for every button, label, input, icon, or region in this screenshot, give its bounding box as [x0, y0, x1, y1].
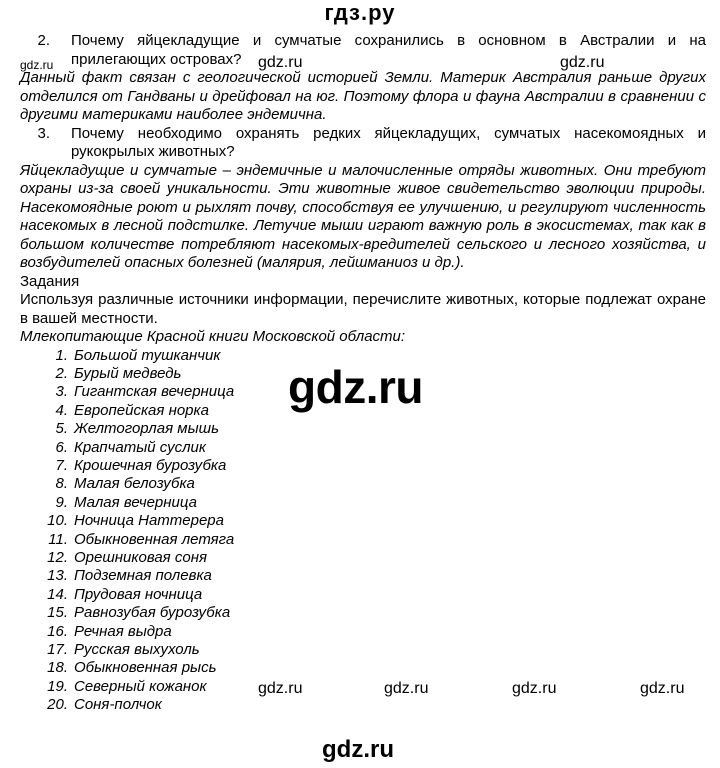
- item-name: Крошечная бурозубка: [74, 456, 227, 474]
- question-text: Почему необходимо охранять редких яйцекладущих, сумчатых насекомоядных и рукокрылых животных?: [71, 124, 706, 160]
- item-number: 16.: [47, 622, 68, 640]
- item-number: 19.: [47, 677, 68, 695]
- item-number: 20.: [47, 696, 68, 714]
- list-item: [20, 604, 706, 622]
- watermark: gdz.ru: [288, 361, 423, 413]
- watermark: gdz.ru: [560, 54, 605, 71]
- item-name: Равнозубая бурозубка: [74, 604, 231, 622]
- item-number: 18.: [47, 659, 68, 677]
- item-number: 1.: [55, 346, 68, 364]
- answer-3: Яйцекладущие и сумчатые – эндемичные и малочисленные отряды животных. Они требуют охраны из-за своей уникальности. Эти животные живое свидетельство эволюции природы. Насекомоядные роют и рыхлят почву, способствуя ее улучшению, и регулируют численность насекомых в лесной подстилке. Летучие мыши играют важную роль в экосистемах, так как в большом количестве потребляют насекомых-вредителей сельского и лесного хозяйства, и возбудителей опасных болезней (малярия, лейшманиоз и др.).: [20, 161, 706, 271]
- answer-2: Данный факт связан с геологической историей Земли. Материк Австралия раньше других отделился от Гандваны и дрейфовал на юг. Поэтому флора и фауна Австралии в сравнении с другими материками наиболее эндемична.: [20, 69, 706, 123]
- list-item: [20, 567, 706, 585]
- item-number: 13.: [47, 567, 68, 585]
- question-number: 2.: [37, 32, 50, 49]
- item-number: 14.: [47, 585, 68, 603]
- item-name: Речная выдра: [74, 622, 172, 640]
- item-number: 10.: [47, 512, 68, 530]
- item-name: Соня-полчок: [74, 696, 162, 714]
- list-item: [20, 549, 706, 567]
- item-name: Орешниковая соня: [74, 548, 207, 566]
- list-item: [20, 623, 706, 641]
- question-text: Почему яйцекладущие и сумчатые сохранились в основном в Австралии и на прилегающих островах?: [71, 32, 706, 68]
- item-number: 5.: [55, 420, 68, 438]
- list-item: [20, 696, 706, 714]
- item-name: Северный кожанок: [74, 677, 207, 695]
- list-item: [20, 659, 706, 677]
- list-item: [20, 494, 706, 512]
- watermark: gdz.ru: [258, 680, 303, 697]
- item-name: Русская выхухоль: [74, 641, 200, 658]
- list-item: [20, 512, 706, 530]
- list-item: [20, 439, 706, 457]
- list-item: [20, 531, 706, 549]
- watermark: gdz.ru: [258, 54, 303, 71]
- watermark: gdz.ru: [322, 736, 394, 763]
- item-number: 4.: [55, 401, 68, 419]
- watermark: gdz.ru: [384, 680, 429, 697]
- item-number: 8.: [55, 475, 68, 493]
- item-name: Подземная полевка: [74, 567, 212, 585]
- item-number: 15.: [47, 604, 68, 622]
- item-name: Малая вечерница: [74, 493, 197, 511]
- item-name: Прудовая ночница: [74, 585, 203, 603]
- item-name: Крапчатый суслик: [74, 438, 206, 456]
- item-number: 11.: [48, 530, 68, 548]
- item-name: Ночница Наттерера: [74, 512, 224, 530]
- item-number: 7.: [55, 456, 68, 474]
- list-item: [20, 678, 706, 696]
- item-number: 6.: [55, 438, 68, 456]
- item-name: Обыкновенная рысь: [74, 659, 217, 677]
- item-name: Желтогорлая мышь: [74, 420, 219, 438]
- list-item: [20, 475, 706, 493]
- list-item: [20, 457, 706, 475]
- list-item: [20, 641, 706, 659]
- watermark: gdz.ru: [20, 58, 54, 72]
- item-number: 2.: [55, 364, 68, 382]
- item-number: 9.: [55, 493, 68, 511]
- list-title: Млекопитающие Красной книги Московской области:: [20, 328, 406, 345]
- list-item: [20, 420, 706, 438]
- question-3: [20, 125, 706, 162]
- item-number: 17.: [47, 641, 68, 658]
- item-name: Европейская норка: [74, 401, 209, 419]
- item-name: Бурый медведь: [74, 364, 182, 382]
- watermark: gdz.ru: [640, 680, 685, 697]
- item-name: Гигантская вечерница: [74, 383, 235, 401]
- question-number: 3.: [37, 124, 50, 142]
- item-name: Большой тушканчик: [74, 346, 221, 364]
- list-item: [20, 586, 706, 604]
- site-title: гдз.ру: [324, 0, 396, 25]
- tasks-heading: Задания: [20, 272, 80, 290]
- item-number: 3.: [55, 383, 68, 401]
- item-number: 12.: [47, 548, 68, 566]
- item-name: Обыкновенная летяга: [74, 530, 235, 548]
- watermark: gdz.ru: [512, 680, 557, 697]
- item-name: Малая белозубка: [74, 475, 195, 493]
- tasks-text: Используя различные источники информации, перечислите животных, которые подлежат охране в вашей местности.: [20, 291, 706, 327]
